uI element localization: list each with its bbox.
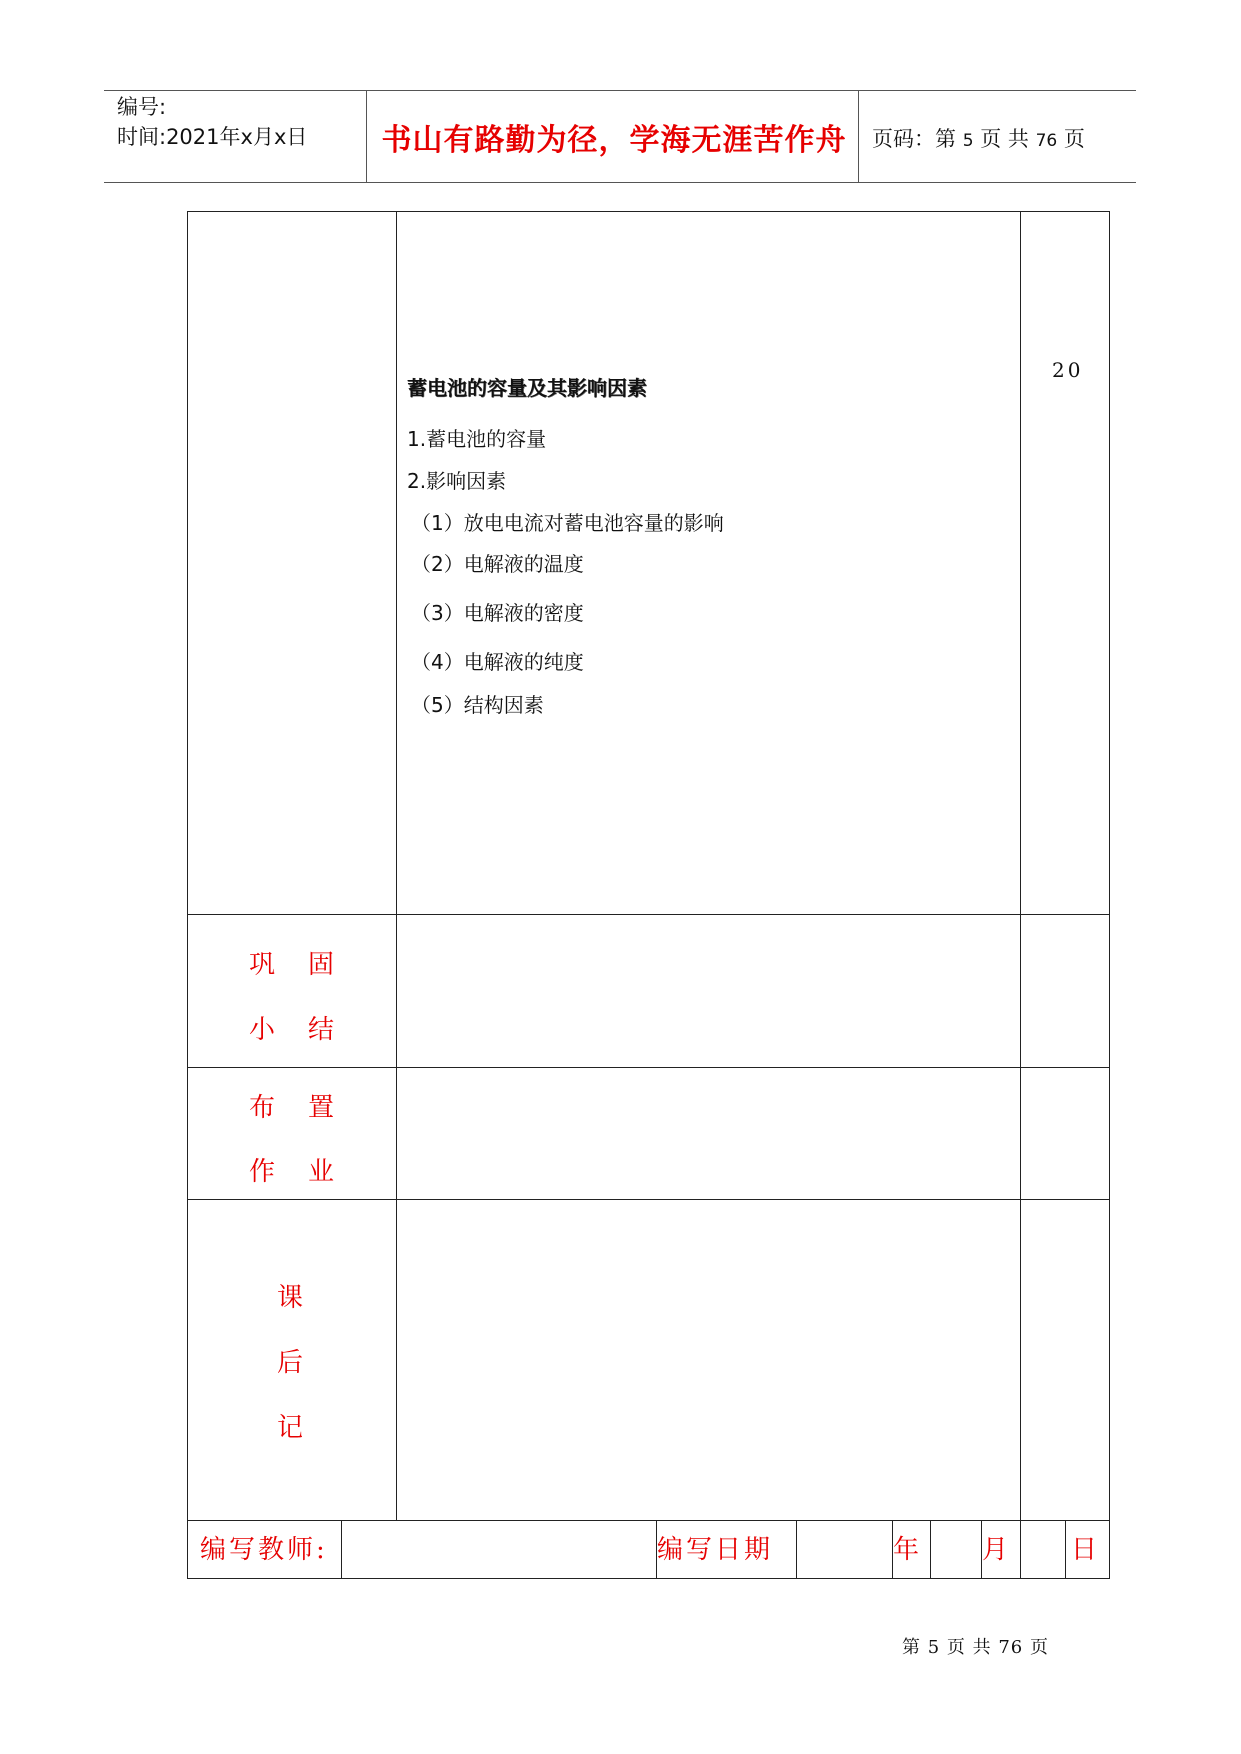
doc-number-label: 编号: [117,95,167,119]
footer-div-1 [341,1520,342,1578]
table-col-label [396,211,397,1521]
table-rule-4 [187,1520,1110,1521]
label-consolidate-1: 巩 [249,950,276,980]
content-item: （2）电解液的温度 [411,552,584,576]
label-homework-4: 业 [308,1157,335,1187]
footer-div-5 [930,1520,931,1578]
label-homework-3: 作 [249,1157,276,1187]
date-label: 编写日期 [657,1535,774,1565]
header-bottom-rule [104,182,1136,183]
page-middle: 页 共 [980,127,1029,151]
header-meta [117,92,307,152]
table-rule-1 [187,914,1110,915]
month-label: 月 [982,1535,1012,1565]
label-consolidate-3: 小 [249,1015,276,1045]
table-col-left [187,211,188,1579]
page-footer: 第 5 页 共 76 页 [902,1637,1049,1658]
footer-div-3 [796,1520,797,1578]
table-col-right [1109,211,1110,1579]
label-consolidate-4: 结 [308,1015,335,1045]
label-homework-1: 布 [249,1093,276,1123]
page-current: 5 [962,131,974,151]
label-notes-3: 记 [277,1413,304,1443]
table-rule-top [187,211,1110,212]
table-rule-3 [187,1199,1110,1200]
year-label: 年 [893,1535,923,1565]
header-motto: 书山有路勤为径，学海无涯苦作舟 [381,123,847,158]
page-suffix: 页 [1063,127,1085,151]
day-label: 日 [1071,1535,1101,1565]
time-minutes: 20 [1052,358,1084,382]
content-item: （5）结构因素 [411,693,544,717]
header-divider-left [366,90,367,183]
content-item: 1.蓄电池的容量 [407,427,547,451]
footer-div-7 [1020,1520,1021,1578]
label-notes-1: 课 [277,1283,304,1313]
content-item: （4）电解液的纯度 [411,650,584,674]
doc-time-label: 时间:2021年x月x日 [117,125,308,149]
footer-div-8 [1065,1520,1066,1578]
table-col-time [1020,211,1021,1521]
content-item: （3）电解液的密度 [411,601,584,625]
label-consolidate-2: 固 [308,950,335,980]
page-prefix: 页码：第 [872,127,956,151]
header-top-rule [104,90,1136,91]
header-page-indicator [872,123,1085,153]
table-rule-bottom [187,1578,1110,1579]
label-homework-2: 置 [308,1093,335,1123]
section-title: 蓄电池的容量及其影响因素 [407,376,647,400]
content-item: （1）放电电流对蓄电池容量的影响 [411,511,724,535]
teacher-label: 编写教师: [200,1535,328,1565]
table-rule-2 [187,1067,1110,1068]
content-item: 2.影响因素 [407,469,507,493]
page-total: 76 [1035,131,1058,151]
label-notes-2: 后 [277,1348,304,1378]
